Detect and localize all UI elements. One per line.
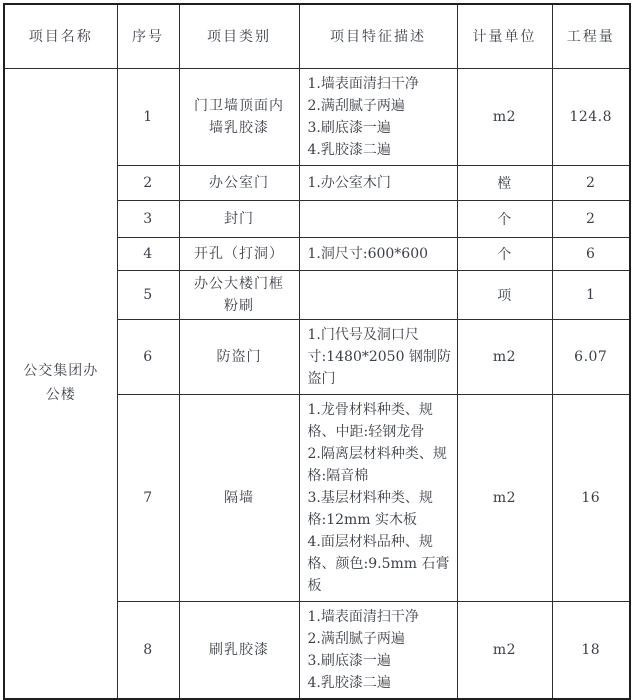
header-row: [4, 4, 630, 68]
category-cell: 办公大楼门框粉刷: [179, 270, 299, 319]
project-name-text: 公交集团办公楼: [23, 363, 99, 403]
serial-no-cell: 3: [117, 200, 179, 237]
unit-cell: 个: [457, 200, 552, 237]
serial-no-cell: 2: [117, 165, 179, 200]
serial-no-cell: 6: [117, 319, 179, 394]
col-header-unit: 计量单位: [457, 4, 552, 68]
quantity-cell: 18: [552, 601, 630, 699]
unit-cell: m2: [457, 68, 552, 165]
unit-cell: 个: [457, 237, 552, 270]
feature-line: 1.门代号及洞口尺寸:1480*2050 钢制防盗门: [307, 326, 451, 387]
unit-cell: m2: [457, 394, 552, 601]
serial-no-cell: 1: [117, 68, 179, 165]
category-cell: 封门: [179, 200, 299, 237]
features-cell: [299, 200, 457, 237]
feature-line: 1.办公室木门: [307, 174, 391, 191]
feature-line: 1.洞尺寸:600*600: [307, 245, 429, 262]
category-cell: 门卫墙顶面内墙乳胶漆: [179, 68, 299, 165]
unit-cell: m2: [457, 601, 552, 699]
feature-line: 2.满刮腻子两遍: [307, 97, 405, 114]
feature-line: 4.乳胶漆二遍: [307, 674, 391, 691]
col-header-quantity: 工程量: [552, 4, 630, 68]
unit-cell: m2: [457, 319, 552, 394]
quantity-cell: 1: [552, 270, 630, 319]
feature-line: 1.龙骨材料种类、规格、中距:轻钢龙骨: [307, 401, 433, 440]
category-cell: 隔墙: [179, 394, 299, 601]
features-cell: [299, 394, 457, 601]
feature-line: 1.墙表面清扫干净: [307, 75, 419, 92]
feature-line: 3.刷底漆一遍: [307, 652, 391, 669]
quantity-cell: 2: [552, 200, 630, 237]
feature-line: 3.基层材料种类、规格:12mm 实木板: [307, 489, 433, 528]
unit-cell: 项: [457, 270, 552, 319]
col-header-category: 项目类别: [179, 4, 299, 68]
serial-no-cell: 5: [117, 270, 179, 319]
quantity-cell: 16: [552, 394, 630, 601]
bill-of-quantities-table: [3, 3, 631, 700]
unit-cell: 樘: [457, 165, 552, 200]
quantity-cell: 124.8: [552, 68, 630, 165]
feature-line: 2.隔离层材料种类、规格:隔音棉: [307, 445, 447, 484]
feature-line: 2.满刮腻子两遍: [307, 630, 405, 647]
features-cell: [299, 68, 457, 165]
quantity-cell: 6: [552, 237, 630, 270]
category-cell: 开孔（打洞）: [179, 237, 299, 270]
features-cell: [299, 601, 457, 699]
serial-no-cell: 4: [117, 237, 179, 270]
serial-no-cell: 7: [117, 394, 179, 601]
features-cell: [299, 165, 457, 200]
feature-line: 4.面层材料品种、规格、颜色:9.5mm 石膏板: [307, 533, 450, 594]
col-header-serial-no: 序号: [117, 4, 179, 68]
col-header-feature-description: 项目特征描述: [299, 4, 457, 68]
serial-no-cell: 8: [117, 601, 179, 699]
features-cell: [299, 319, 457, 394]
quantity-cell: 6.07: [552, 319, 630, 394]
feature-line: 3.刷底漆一遍: [307, 119, 391, 136]
feature-line: 4.乳胶漆二遍: [307, 141, 391, 158]
table-row-1: [4, 68, 630, 165]
features-cell: [299, 237, 457, 270]
category-cell: 办公室门: [179, 165, 299, 200]
features-cell: [299, 270, 457, 319]
project-name-cell: [4, 68, 117, 699]
quantity-cell: 2: [552, 165, 630, 200]
category-cell: 刷乳胶漆: [179, 601, 299, 699]
col-header-project-name: 项目名称: [4, 4, 117, 68]
category-cell: 防盗门: [179, 319, 299, 394]
feature-line: 1.墙表面清扫干净: [307, 608, 419, 625]
